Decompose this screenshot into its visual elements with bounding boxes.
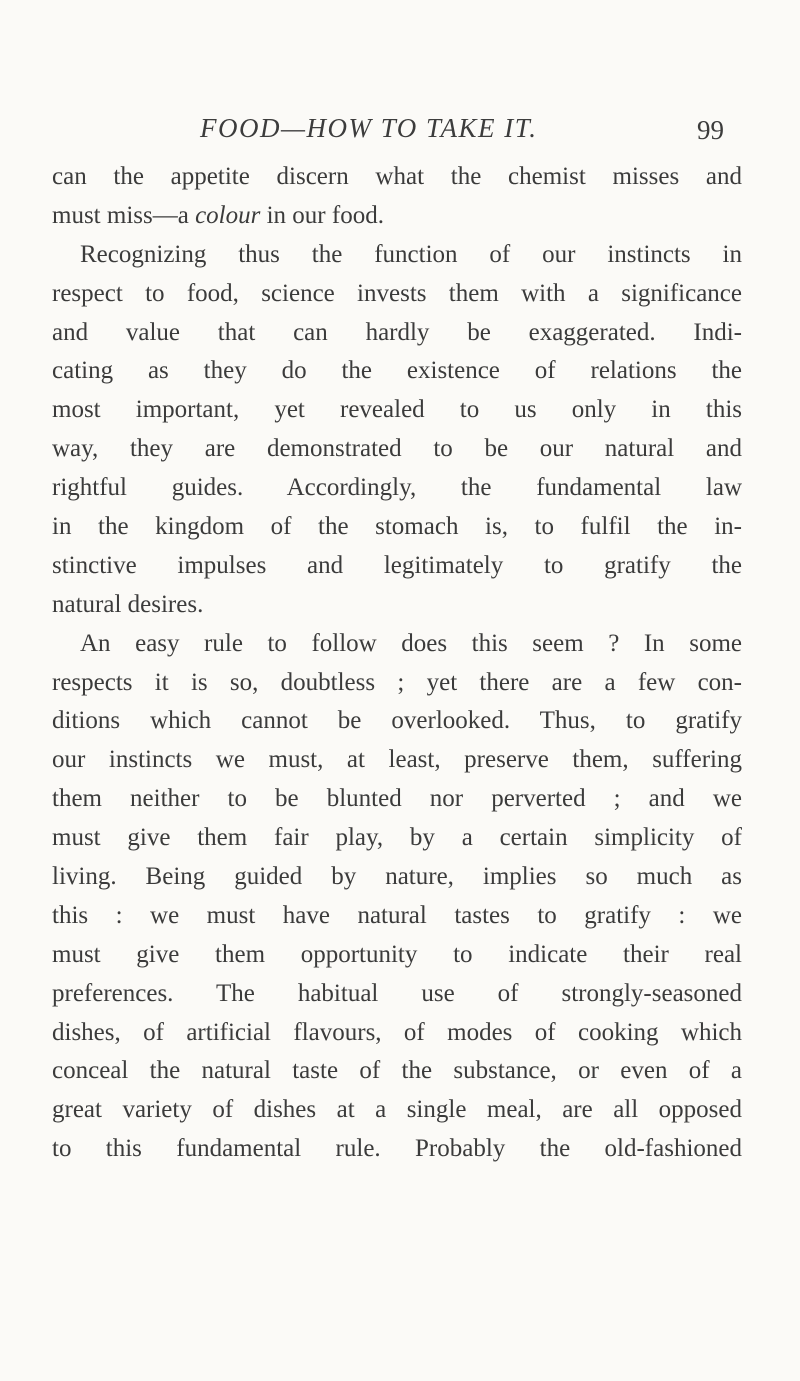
body-text (52, 158, 742, 1169)
text-line: Recognizing thus the function of our instincts in (80, 240, 742, 268)
text-line: preferences. The habitual use of strongly-seasoned (52, 979, 742, 1007)
text-line: them neither to be blunted nor perverted ; and we (52, 785, 742, 813)
text-line: living. Being guided by nature, implies so much as (52, 863, 742, 891)
text-line: can the appetite discern what the chemist misses and (52, 163, 742, 190)
text-line: respects it is so, doubtless ; yet there are a few con- (52, 668, 742, 696)
page-number: 99 (697, 115, 724, 145)
text-line: in the kingdom of the stomach is, to fulfil the in- (52, 513, 742, 541)
text-line: to this fundamental rule. Probably the old-fashioned (52, 1135, 742, 1163)
text-line: dishes, of artificial flavours, of modes of cooking which (52, 1018, 742, 1046)
text-line: stinctive impulses and legitimately to gratify the (52, 551, 742, 579)
text-line: respect to food, science invests them with a significance (52, 279, 742, 307)
text-line: great variety of dishes at a single meal, are all opposed (52, 1096, 742, 1124)
text-line: must give them fair play, by a certain simplicity of (52, 824, 742, 852)
text-line: natural desires. (52, 590, 204, 618)
running-head (0, 113, 800, 157)
text-line: most important, yet revealed to us only in this (52, 396, 742, 424)
text-segment: must miss—a (52, 201, 196, 229)
text-line: ditions which cannot be overlooked. Thus, to gratify (52, 707, 742, 735)
text-line (52, 197, 742, 236)
text-line: our instincts we must, at least, preserve them, suffering (52, 746, 742, 774)
text-line: cating as they do the existence of relations the (52, 357, 742, 385)
emphasized-word: colour (195, 201, 261, 229)
text-line: conceal the natural taste of the substance, or even of a (52, 1057, 742, 1085)
text-line: this : we must have natural tastes to gratify : we (52, 901, 742, 929)
text-line: and value that can hardly be exaggerated. Indi- (52, 318, 742, 346)
text-line: must give them opportunity to indicate their real (52, 940, 742, 968)
text-segment: in our food. (260, 201, 384, 229)
text-line: rightful guides. Accordingly, the fundamental law (52, 474, 742, 502)
text-line: An easy rule to follow does this seem ? In some (80, 629, 742, 657)
running-head-title: FOOD—HOW TO TAKE IT. (200, 113, 538, 143)
text-line: way, they are demonstrated to be our natural and (52, 435, 742, 463)
